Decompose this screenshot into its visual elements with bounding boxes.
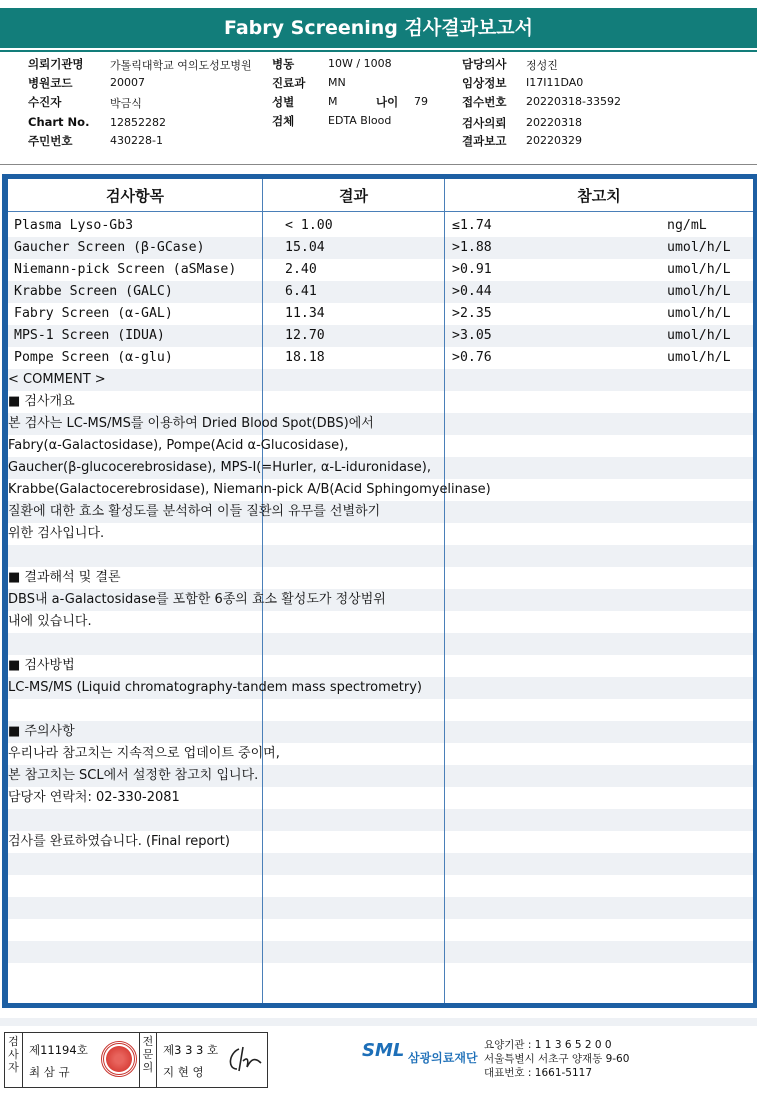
result-item-name: Fabry Screen (α-GAL) <box>14 306 173 321</box>
patient-value: 박금식 <box>110 97 142 110</box>
age-value: 79 <box>414 95 428 108</box>
org-street: 서울특별시 서초구 양재동 9-60 <box>484 1053 630 1065</box>
dept-value: MN <box>328 76 346 89</box>
result-value: 2.40 <box>285 262 317 277</box>
comment-line: 본 참고치는 SCL에서 설정한 참고치 입니다. <box>8 768 259 783</box>
tester-name: 최 삼 규 <box>29 1065 70 1079</box>
comment-line: < COMMENT > <box>8 372 106 387</box>
comment-line: LC-MS/MS (Liquid chromatography-tandem mass spectrometry) <box>8 680 422 695</box>
comment-line: ■ 검사개요 <box>8 394 75 409</box>
row-stripe <box>8 545 753 567</box>
row-stripe <box>8 897 753 919</box>
patient-label: 수진자 <box>28 95 62 109</box>
chart-label: Chart No. <box>28 115 90 129</box>
row-stripe <box>8 699 753 721</box>
request-label: 검사의뢰 <box>462 116 507 130</box>
result-value: 12.70 <box>285 328 325 343</box>
result-unit: umol/h/L <box>667 284 731 299</box>
specialist-label: 전문의 <box>139 1033 157 1087</box>
receipt-label: 접수번호 <box>462 95 507 109</box>
report-date-value: 20220329 <box>526 134 582 147</box>
reference-range: >0.44 <box>452 284 492 299</box>
row-stripe <box>8 721 753 743</box>
result-value: 15.04 <box>285 240 325 255</box>
dept-label: 진료과 <box>272 76 306 90</box>
sml-logo-icon: SML <box>362 1040 405 1061</box>
header-result: 결과 <box>339 187 368 205</box>
result-value: < 1.00 <box>285 218 333 233</box>
row-stripe <box>8 941 753 963</box>
org-name: 삼광의료재단 <box>408 1051 478 1065</box>
clinical-value: I17I11DA0 <box>526 76 584 89</box>
result-item-name: Niemann-pick Screen (aSMase) <box>14 262 237 277</box>
result-item-name: Plasma Lyso-Gb3 <box>14 218 134 233</box>
request-value: 20220318 <box>526 116 582 129</box>
comment-line: DBS내 a-Galactosidase를 포함한 6종의 효소 활성도가 정상범위 <box>8 592 386 607</box>
code-label: 병원코드 <box>28 76 73 90</box>
row-stripe <box>8 633 753 655</box>
org-code: 요양기관 : 1 1 3 6 5 2 0 0 <box>484 1039 612 1051</box>
result-item-name: Pompe Screen (α-glu) <box>14 350 173 365</box>
result-item-name: Krabbe Screen (GALC) <box>14 284 173 299</box>
doctor-label: 담당의사 <box>462 57 507 71</box>
report-title: Fabry Screening 검사결과보고서 <box>223 17 533 39</box>
reference-range: >0.76 <box>452 350 492 365</box>
comment-line: ■ 결과해석 및 결론 <box>8 570 121 585</box>
row-stripe <box>8 809 753 831</box>
report-title-bar <box>0 8 757 48</box>
comment-line: Krabbe(Galactocerebrosidase), Niemann-pick A/B(Acid Sphingomyelinase) <box>8 482 491 497</box>
row-stripe <box>8 391 753 413</box>
reference-range: ≤1.74 <box>452 218 492 233</box>
row-stripe <box>8 919 753 941</box>
reference-range: >3.05 <box>452 328 492 343</box>
row-stripe <box>8 853 753 875</box>
signature-box <box>4 1032 268 1088</box>
comment-line: 질환에 대한 효소 활성도를 분석하여 이들 질환의 유무를 선별하기 <box>8 504 381 519</box>
doctor-value: 정성진 <box>526 59 558 72</box>
hospital-value: 가톨릭대학교 여의도성모병원 <box>110 59 252 72</box>
row-stripe <box>8 875 753 897</box>
info-separator <box>0 164 757 165</box>
result-value: 11.34 <box>285 306 325 321</box>
result-unit: ng/mL <box>667 218 707 233</box>
specimen-label: 검체 <box>272 114 295 128</box>
specialist-name: 지 현 영 <box>163 1065 204 1079</box>
result-table <box>2 174 757 1008</box>
age-label: 나이 <box>376 95 399 109</box>
result-item-name: MPS-1 Screen (IDUA) <box>14 328 165 343</box>
code-value: 20007 <box>110 76 145 89</box>
signature-icon <box>225 1045 265 1075</box>
header-divider <box>8 211 753 212</box>
chart-value: 12852282 <box>110 116 166 129</box>
report-date-label: 결과보고 <box>462 134 507 148</box>
receipt-value: 20220318-33592 <box>526 95 621 108</box>
title-underline <box>0 50 757 52</box>
tester-label: 검사자 <box>5 1033 23 1087</box>
specialist-number: 제3 3 3 호 <box>163 1043 219 1057</box>
sex-value: M <box>328 95 338 108</box>
comment-line: 내에 있습니다. <box>8 614 92 629</box>
comment-line: ■ 검사방법 <box>8 658 75 673</box>
sex-label: 성별 <box>272 95 295 109</box>
hospital-label: 의뢰기관명 <box>28 57 84 71</box>
header-reference: 참고치 <box>577 187 621 205</box>
comment-line: ■ 주의사항 <box>8 724 75 739</box>
tester-number: 제11194호 <box>29 1043 88 1057</box>
id-value: 430228-1 <box>110 134 163 147</box>
ward-label: 병동 <box>272 57 295 71</box>
result-value: 18.18 <box>285 350 325 365</box>
header-item: 검사항목 <box>106 187 164 205</box>
result-item-name: Gaucher Screen (β-GCase) <box>14 240 205 255</box>
reference-range: >1.88 <box>452 240 492 255</box>
org-phone: 대표번호 : 1661-5117 <box>484 1067 593 1079</box>
result-unit: umol/h/L <box>667 262 731 277</box>
id-label: 주민번호 <box>28 134 73 148</box>
column-divider-2 <box>444 179 445 1003</box>
reference-range: >2.35 <box>452 306 492 321</box>
comment-line: 위한 검사입니다. <box>8 526 105 541</box>
clinical-label: 임상정보 <box>462 76 507 90</box>
comment-line: 본 검사는 LC-MS/MS를 이용하여 Dried Blood Spot(DBS)에서 <box>8 416 374 431</box>
org-address <box>484 1038 629 1080</box>
reference-range: >0.91 <box>452 262 492 277</box>
footer-band <box>0 1018 757 1026</box>
row-stripe <box>8 655 753 677</box>
comment-line: 담당자 연락처: 02-330-2081 <box>8 790 180 805</box>
row-stripe <box>8 369 753 391</box>
official-seal <box>101 1041 137 1077</box>
ward-value: 10W / 1008 <box>328 57 392 70</box>
result-unit: umol/h/L <box>667 350 731 365</box>
table-right-border <box>753 179 757 1003</box>
comment-line: 검사를 완료하였습니다. (Final report) <box>8 834 230 849</box>
footer <box>0 1018 757 1096</box>
result-value: 6.41 <box>285 284 317 299</box>
result-unit: umol/h/L <box>667 240 731 255</box>
result-unit: umol/h/L <box>667 328 731 343</box>
comment-line: Fabry(α-Galactosidase), Pompe(Acid α-Glucosidase), <box>8 438 349 453</box>
row-stripe <box>8 523 753 545</box>
comment-line: 우리나라 참고치는 지속적으로 업데이트 중이며, <box>8 746 280 761</box>
row-stripe <box>8 963 753 985</box>
result-unit: umol/h/L <box>667 306 731 321</box>
row-stripe <box>8 611 753 633</box>
comment-line: Gaucher(β-glucocerebrosidase), MPS-I(=Hurler, α-L-iduronidase), <box>8 460 431 475</box>
specimen-value: EDTA Blood <box>328 114 392 127</box>
